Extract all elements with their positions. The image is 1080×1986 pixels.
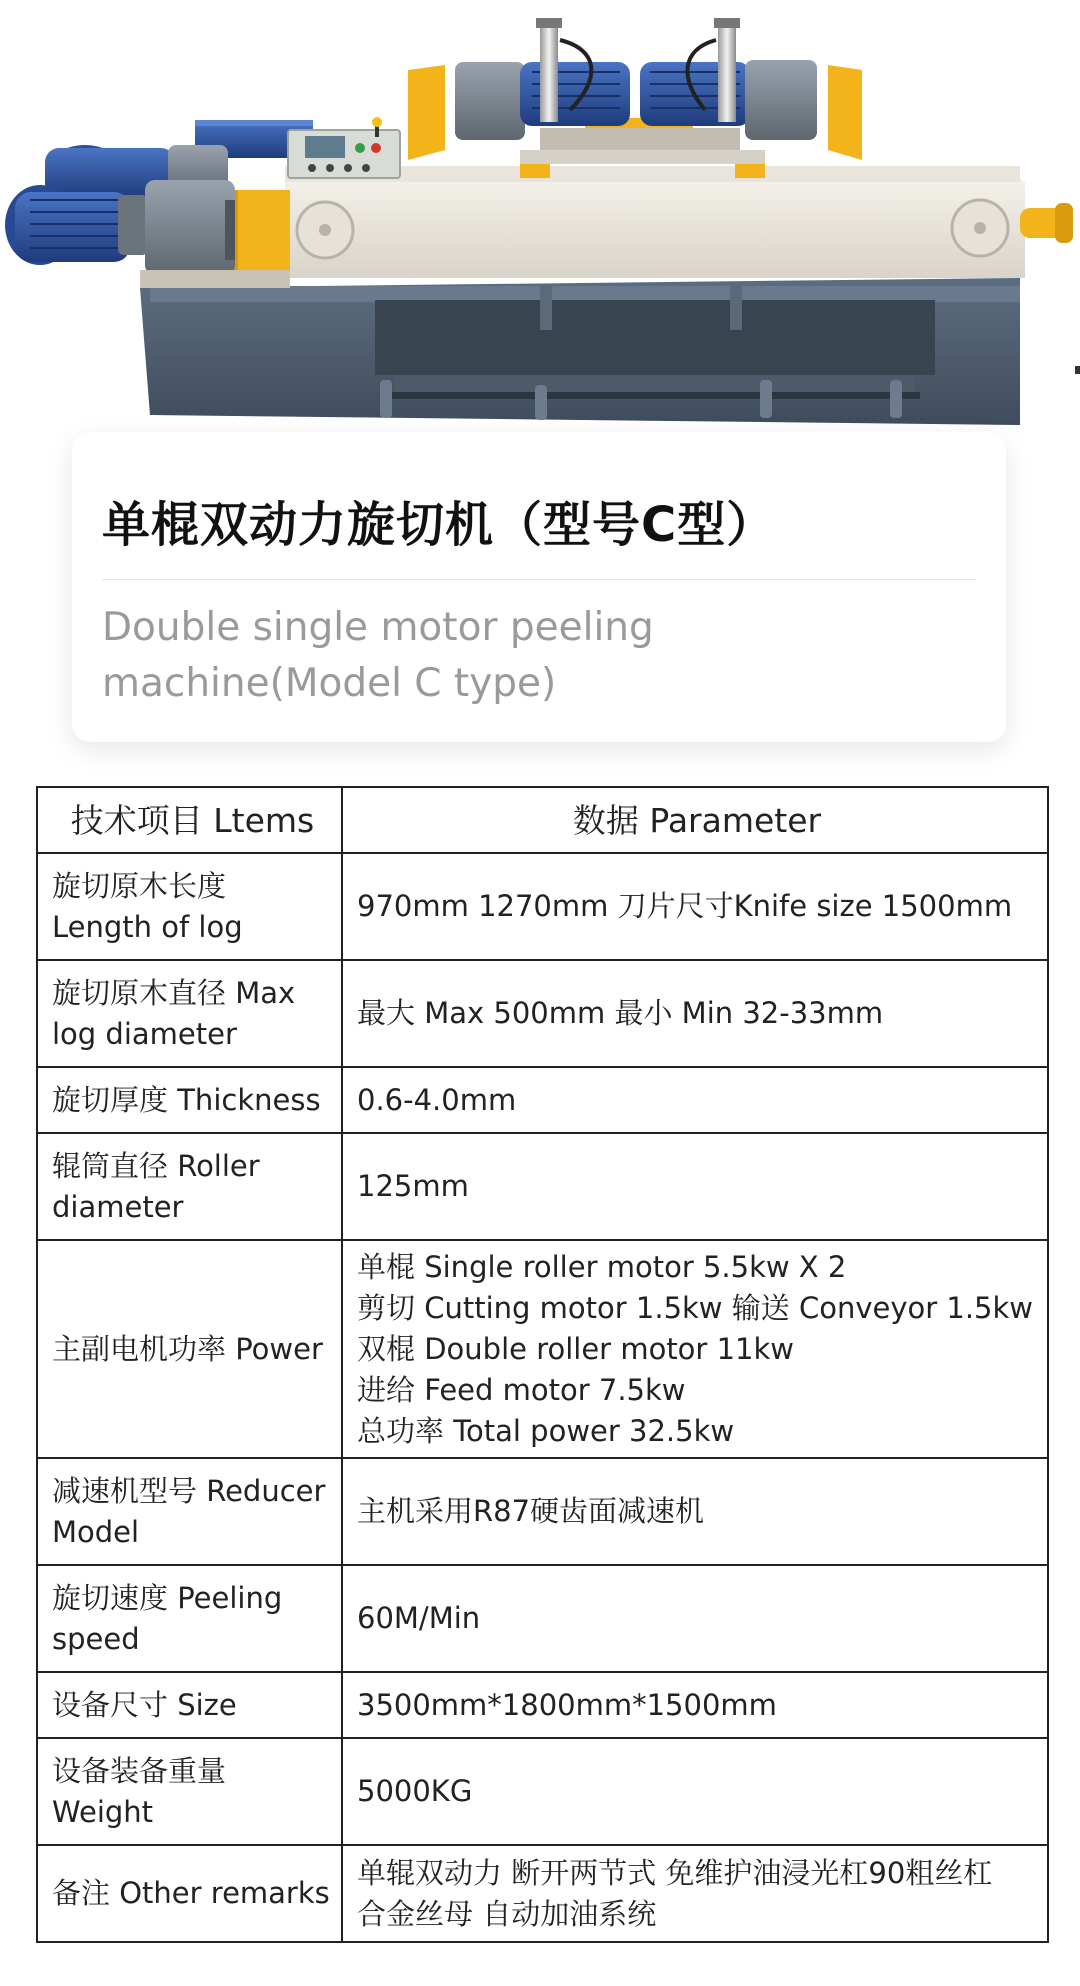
- machine-top-body: [285, 166, 1073, 278]
- spec-item: 备注 Other remarks: [37, 1845, 342, 1942]
- spec-value-line: 970mm 1270mm 刀片尺寸Knife size 1500mm: [357, 889, 1013, 923]
- spec-item: 旋切原木长度 Length of log: [37, 853, 342, 960]
- spec-value-line: 合金丝母 自动加油系统: [357, 1896, 657, 1931]
- spec-value-line: 双棍 Double roller motor 11kw: [357, 1331, 794, 1366]
- table-row: [37, 1845, 1048, 1942]
- spec-item: 设备尺寸 Size: [37, 1672, 342, 1738]
- spec-value: [342, 853, 1048, 960]
- spec-value-line: 单辊双动力 断开两节式 免维护油浸光杠90粗丝杠: [357, 1855, 993, 1890]
- spec-value-line: 3500mm*1800mm*1500mm: [357, 1687, 777, 1722]
- spec-item: 旋切原木直径 Max log diameter: [37, 960, 342, 1067]
- spec-value: [342, 1240, 1048, 1458]
- spec-value-line: 剪切 Cutting motor 1.5kw 输送 Conveyor 1.5kw: [357, 1290, 1034, 1325]
- spec-item: 辊筒直径 Roller diameter: [37, 1133, 342, 1240]
- table-row: [37, 1672, 1048, 1738]
- spec-table: [36, 786, 1049, 1943]
- product-photo: [0, 0, 1080, 440]
- title-divider: [102, 579, 976, 580]
- spec-value: [342, 1458, 1048, 1565]
- spec-value-line: 60M/Min: [357, 1601, 481, 1635]
- spec-value-line: 进给 Feed motor 7.5kw: [357, 1372, 686, 1407]
- spec-item: 减速机型号 Reducer Model: [37, 1458, 342, 1565]
- spec-value-line: 125mm: [357, 1169, 469, 1203]
- spec-value-line: 5000KG: [357, 1774, 473, 1808]
- table-row: [37, 1458, 1048, 1565]
- spec-value-line: 最大 Max 500mm 最小 Min 32-33mm: [357, 996, 884, 1030]
- peeling-machine-illustration: [0, 0, 1080, 440]
- spec-item: 设备装备重量 Weight: [37, 1738, 342, 1845]
- table-row: [37, 853, 1048, 960]
- title-card: [72, 432, 1006, 742]
- spec-item: 旋切厚度 Thickness: [37, 1067, 342, 1133]
- spec-value: [342, 960, 1048, 1067]
- spec-value-line: 主机采用R87硬齿面减速机: [357, 1494, 705, 1528]
- table-row: [37, 1738, 1048, 1845]
- spec-value-line: 0.6-4.0mm: [357, 1082, 517, 1117]
- spec-value-line: 总功率 Total power 32.5kw: [357, 1413, 735, 1448]
- table-row: [37, 1067, 1048, 1133]
- spec-item: 旋切速度 Peeling speed: [37, 1565, 342, 1672]
- spec-value: [342, 1565, 1048, 1672]
- spec-header-row: [37, 787, 1048, 853]
- top-motor-group: [455, 18, 817, 164]
- items-column-header: 技术项目 Ltems: [37, 787, 342, 853]
- spec-value: [342, 1672, 1048, 1738]
- spec-value-line: 单棍 Single roller motor 5.5kw X 2: [357, 1249, 847, 1284]
- machine-base: [140, 278, 1020, 425]
- table-row: [37, 1133, 1048, 1240]
- product-title-en: Double single motor peeling machine(Model C type): [102, 605, 654, 706]
- spec-item: 主副电机功率 Power: [37, 1240, 342, 1458]
- parameter-column-header: 数据 Parameter: [342, 787, 1048, 853]
- table-row: [37, 1565, 1048, 1672]
- spec-value: [342, 1738, 1048, 1845]
- table-row: [37, 960, 1048, 1067]
- spec-value: [342, 1067, 1048, 1133]
- product-title-cn: 单棍双动力旋切机（型号C型）: [102, 497, 776, 553]
- table-row: [37, 1240, 1048, 1458]
- spec-value: [342, 1845, 1048, 1942]
- edge-mark: [1075, 366, 1080, 374]
- spec-value: [342, 1133, 1048, 1240]
